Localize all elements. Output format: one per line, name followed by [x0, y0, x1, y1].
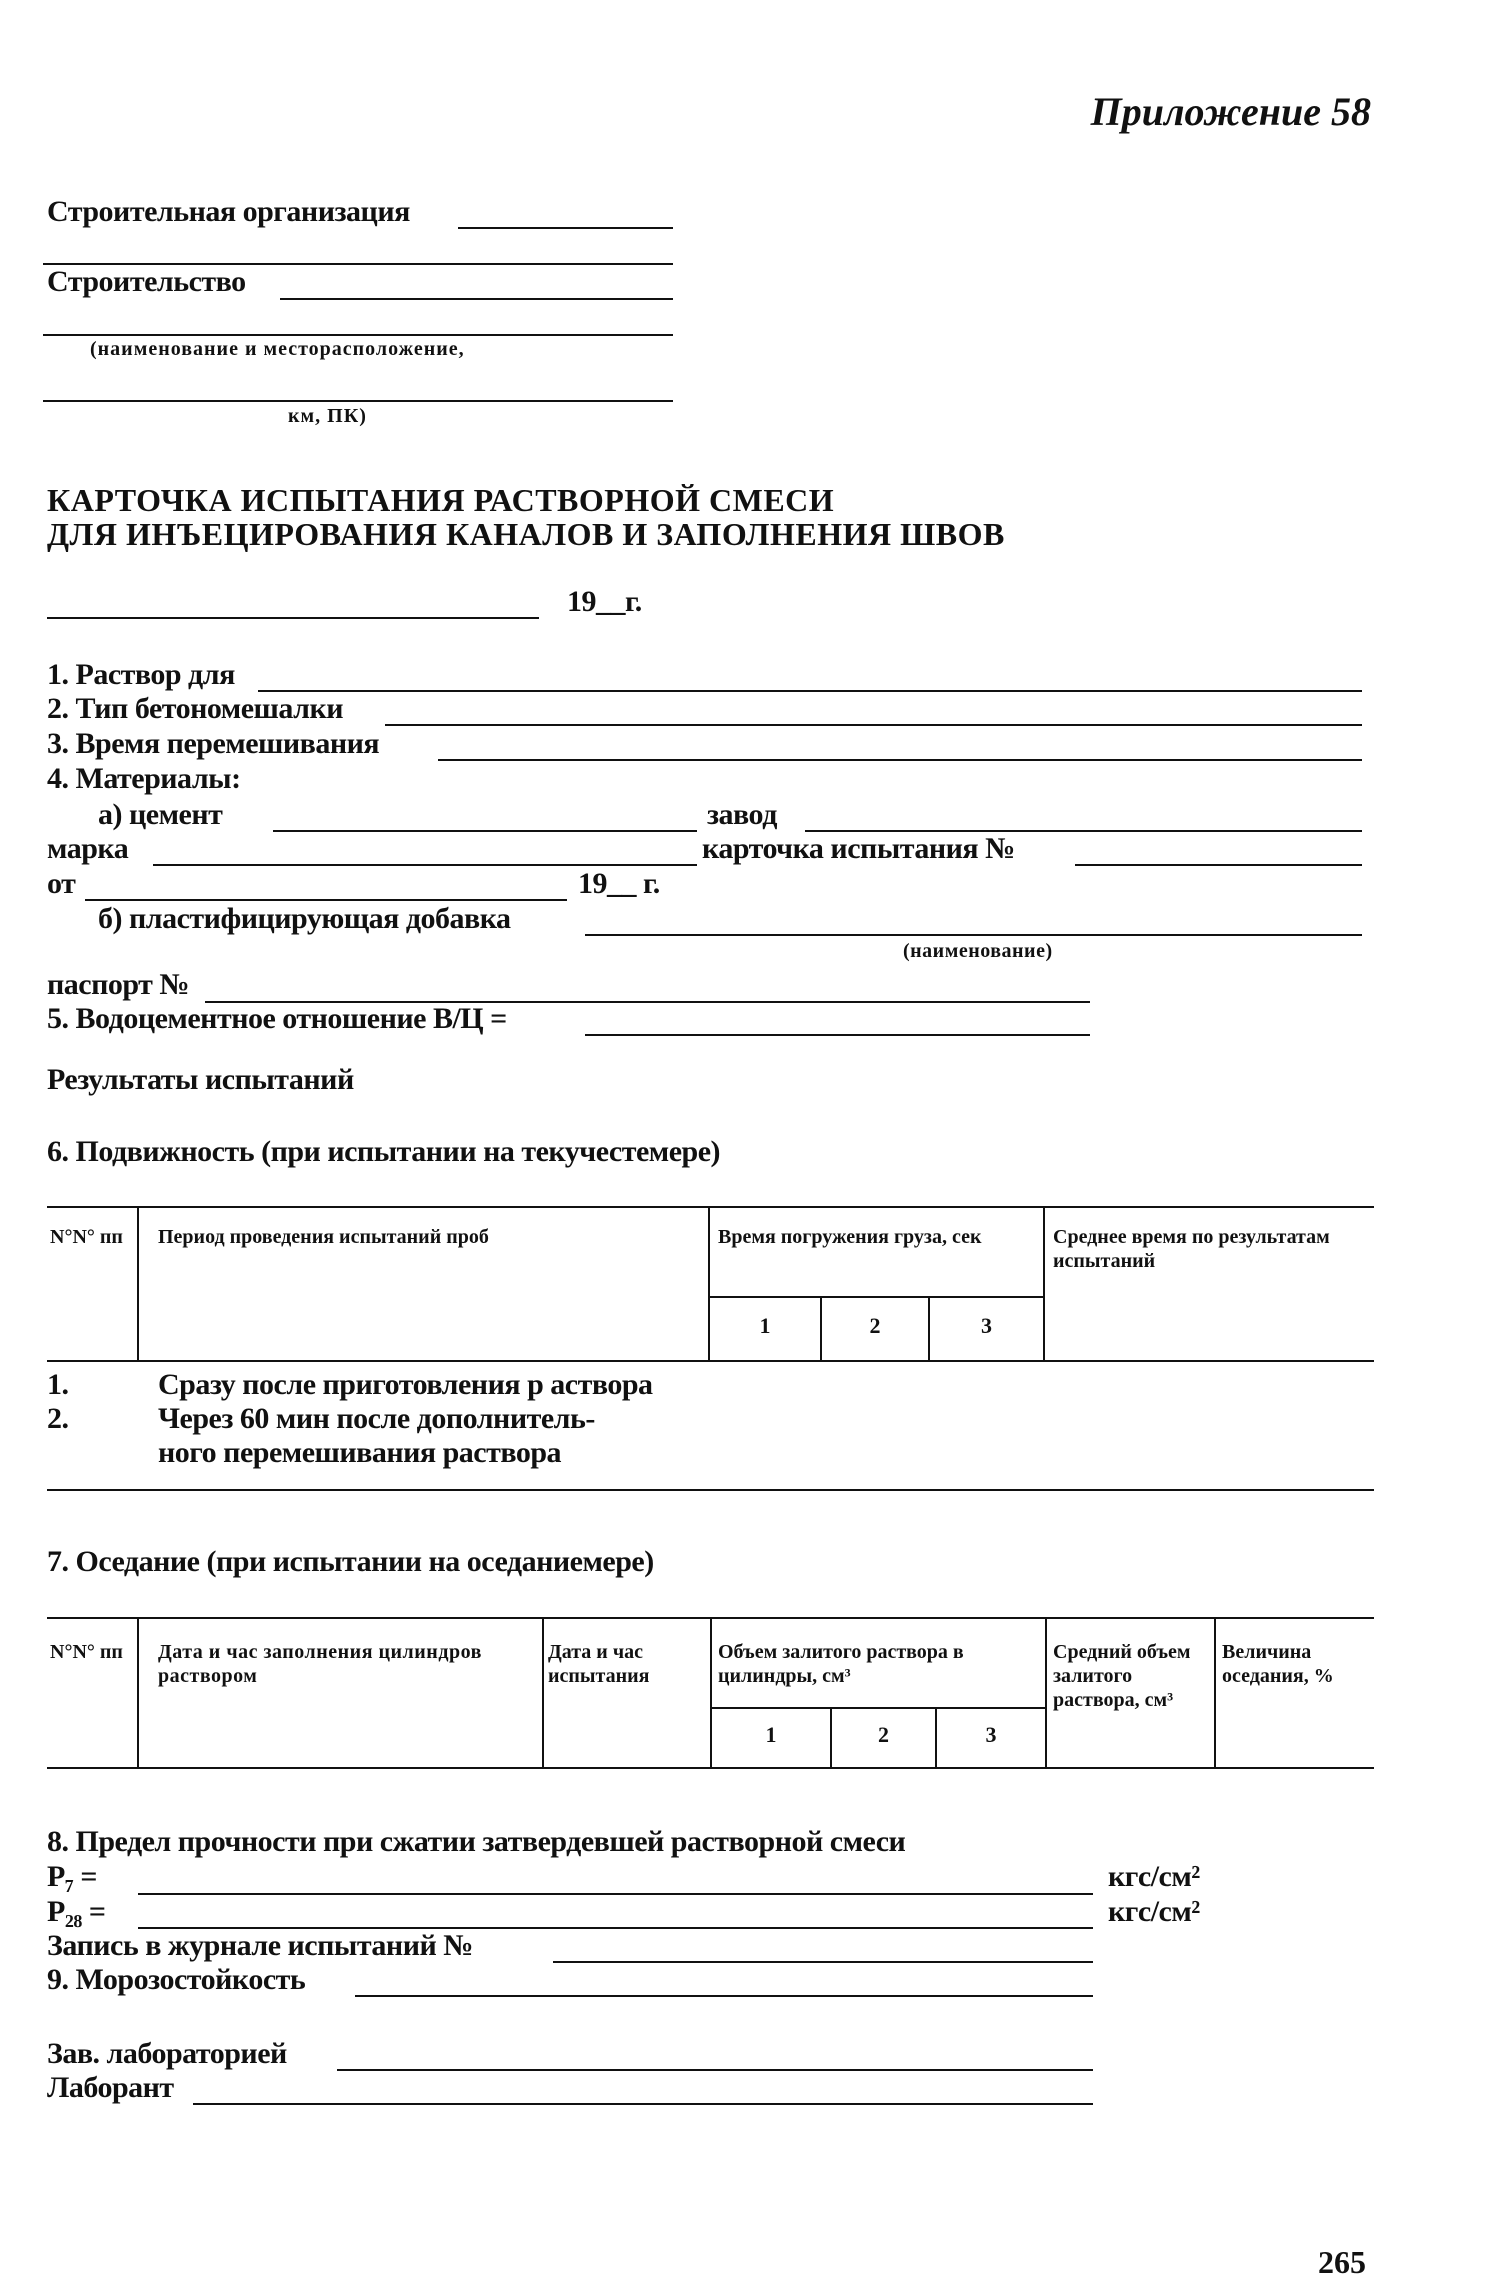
table-row-text: ного перемешивания раствора [158, 1436, 562, 1469]
org-label: Строительная организация [47, 195, 410, 228]
frost-field[interactable] [355, 1995, 1093, 1997]
from-date-field[interactable] [85, 899, 567, 901]
year2-label: 19__ г. [578, 867, 660, 900]
item-5-label: 5. Водоцементное отношение В/Ц = [47, 1002, 507, 1035]
document-title-line1: КАРТОЧКА ИСПЫТАНИЯ РАСТВОРНОЙ СМЕСИ [47, 482, 835, 518]
journal-field[interactable] [553, 1961, 1093, 1963]
wc-ratio-field[interactable] [585, 1034, 1090, 1036]
col-date-fill-header: Дата и час заполнения цилиндров раствором [158, 1641, 482, 1687]
table-row-text: Через 60 мин после дополнитель- [158, 1402, 595, 1435]
item-1-label: 1. Раствор для [47, 658, 235, 691]
appendix-label: Приложение 58 [1090, 89, 1371, 134]
sub-col-2: 2 [869, 1313, 881, 1338]
additive-naming-hint: (наименование) [903, 940, 1053, 962]
page-number: 265 [1318, 2244, 1366, 2280]
lab-head-label: Зав. лабораторией [47, 2037, 287, 2070]
location-hint: (наименование и месторасположение, [90, 338, 465, 360]
org-field-line[interactable] [458, 227, 673, 229]
item-4-label: 4. Материалы: [47, 762, 241, 795]
col-avg-header: Среднее время по результатам испытаний [1053, 1226, 1330, 1272]
journal-label: Запись в журнале испытаний № [47, 1929, 473, 1962]
section-6-heading: 6. Подвижность (при испытании на текучестемере) [47, 1135, 721, 1168]
section-7-heading: 7. Оседание (при испытании на оседаниемере) [47, 1545, 654, 1578]
col-no-header: N°N° пп [50, 1641, 123, 1663]
from-label: от [47, 867, 76, 900]
p28-unit: кгс/см² [1108, 1895, 1200, 1928]
construction-field-line-2[interactable] [280, 298, 673, 300]
col-settle-header: Величина оседания, % [1222, 1641, 1334, 1687]
location-field-line[interactable] [43, 334, 673, 336]
table-row-no: 1. [47, 1368, 69, 1401]
additive-field[interactable] [585, 934, 1362, 936]
grade-field[interactable] [153, 864, 697, 866]
item-2-label: 2. Тип бетономешалки [47, 692, 344, 725]
section-8-heading: 8. Предел прочности при сжатии затвердевшей растворной смеси [47, 1825, 906, 1858]
construction-label: Строительство [47, 265, 246, 298]
year-label: 19__г. [567, 585, 642, 618]
document-title-line2: ДЛЯ ИНЪЕЦИРОВАНИЯ КАНАЛОВ И ЗАПОЛНЕНИЯ ШВОВ [47, 516, 1005, 552]
item-1-field[interactable] [258, 690, 1362, 692]
card-field[interactable] [1075, 864, 1362, 866]
sub-col-3: 3 [981, 1313, 992, 1338]
item-3-label: 3. Время перемешивания [47, 727, 380, 760]
col-no-header: N°N° пп [50, 1226, 123, 1248]
col-avg-volume-header: Средний объем залитого раствора, см³ [1053, 1641, 1191, 1711]
table-row-text: Сразу после приготовления р аствора [158, 1368, 653, 1401]
item-4a-label: а) цемент [98, 798, 223, 831]
sub-col-1: 1 [765, 1722, 777, 1747]
p7-unit: кгс/см² [1108, 1860, 1200, 1893]
card-label: карточка испытания № [702, 832, 1015, 865]
plant-label: завод [707, 798, 777, 831]
p7-field[interactable] [138, 1893, 1093, 1895]
results-label: Результаты испытаний [47, 1063, 354, 1096]
item-3-field[interactable] [438, 759, 1362, 761]
date-field-line[interactable] [47, 617, 539, 619]
lab-tech-label: Лаборант [47, 2071, 174, 2104]
passport-label: паспорт № [47, 968, 190, 1001]
p28-label: Р₂₈ = [47, 1895, 106, 1928]
col-volume-header: Объем залитого раствора в цилиндры, см³ [718, 1641, 964, 1687]
km-field-line[interactable] [43, 400, 673, 402]
sub-col-3: 3 [985, 1722, 997, 1747]
item-2-field[interactable] [385, 724, 1362, 726]
grade-label: марка [47, 832, 129, 865]
sub-col-2: 2 [878, 1722, 889, 1747]
p7-label: Р₇ = [47, 1860, 97, 1893]
col-date-test-header: Дата и час испытания [548, 1641, 650, 1687]
cement-field[interactable] [273, 830, 697, 832]
km-hint: км, ПК) [288, 405, 367, 427]
sub-col-1: 1 [759, 1313, 771, 1338]
lab-tech-signature-field[interactable] [193, 2103, 1093, 2105]
col-period-header: Период проведения испытаний проб [158, 1226, 489, 1248]
col-time-header: Время погружения груза, сек [718, 1226, 982, 1248]
table-row-no: 2. [47, 1402, 69, 1435]
item-4b-label: б) пластифицирующая добавка [98, 902, 511, 935]
construction-field-line[interactable] [43, 263, 673, 265]
item-9-label: 9. Морозостойкость [47, 1963, 306, 1996]
lab-head-signature-field[interactable] [337, 2069, 1093, 2071]
